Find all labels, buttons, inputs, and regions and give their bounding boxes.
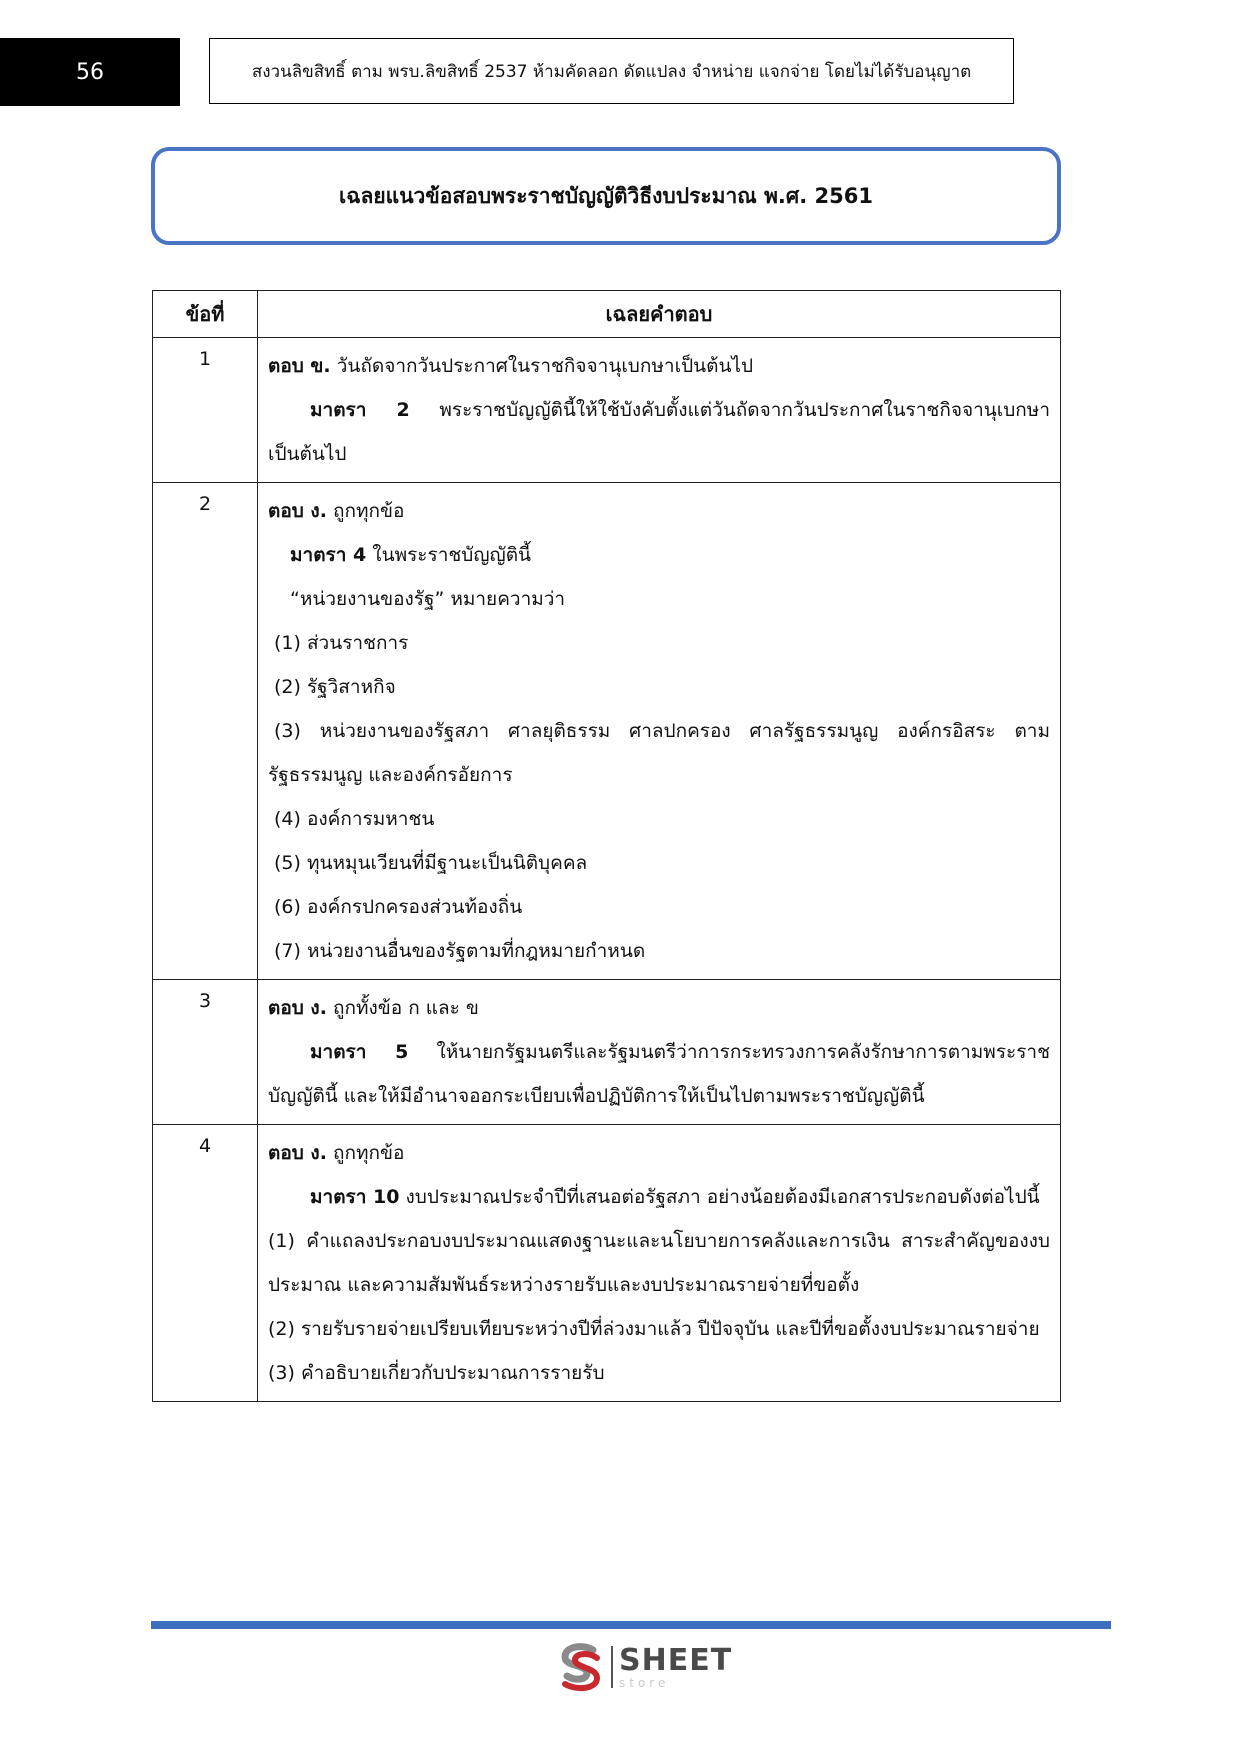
answer-text: วันถัดจากวันประกาศในราชกิจจานุเบกษาเป็นต้นไป: [336, 355, 754, 377]
answer-cell: [258, 980, 1061, 1125]
page-title: เฉลยแนวข้อสอบพระราชบัญญัติวิธีงบประมาณ พ.ศ. 2561: [151, 147, 1061, 245]
question-number: 4: [153, 1125, 258, 1402]
answer-line: [268, 986, 1050, 1030]
question-number: 1: [153, 338, 258, 483]
answer-text: ถูกทุกข้อ: [332, 500, 405, 522]
footer-bar: [151, 1621, 1111, 1629]
column-header-no: ข้อที่: [153, 291, 258, 338]
section-label: มาตรา 2: [310, 399, 410, 421]
section-text: พระราชบัญญัตินี้ให้ใช้บังคับตั้งแต่วันถัดจากวันประกาศในราชกิจจานุเบกษา เป็นต้นไป: [268, 399, 1050, 465]
section-label: มาตรา 5: [310, 1041, 409, 1063]
list-item: (2) รายรับรายจ่ายเปรียบเทียบระหว่างปีที่ล่วงมาแล้ว ปีปัจจุบัน และปีที่ขอตั้งงบประมาณรายจ่าย: [268, 1318, 1040, 1340]
table-row: [153, 1125, 1061, 1402]
section-label: มาตรา 4: [290, 544, 367, 566]
answer-cell: [258, 338, 1061, 483]
answer-label: ตอบ ง.: [268, 1142, 327, 1164]
list-item: (1) ส่วนราชการ: [274, 632, 409, 654]
list-item: (6) องค์กรปกครองส่วนท้องถิ่น: [274, 896, 523, 918]
logo-text: [619, 1642, 733, 1690]
list-item: (4) องค์การมหาชน: [274, 808, 435, 830]
logo-brand: SHEET: [619, 1642, 733, 1678]
copyright-notice: สงวนลิขสิทธิ์ ตาม พรบ.ลิขสิทธิ์ 2537 ห้ามคัดลอก ดัดแปลง จำหน่าย แจกจ่าย โดยไม่ได้รับอนุญาต: [209, 38, 1014, 104]
section-paragraph: [268, 388, 1050, 476]
list-item: (5) ทุนหมุนเวียนที่มีฐานะเป็นนิติบุคคล: [274, 852, 588, 874]
logo-separator: [611, 1646, 613, 1688]
answer-table: [152, 290, 1061, 1402]
answer-label: ตอบ ข.: [268, 355, 331, 377]
section-text: ในพระราชบัญญัตินี้: [372, 544, 532, 566]
page-number: 56: [0, 38, 180, 106]
sheet-store-s-logo-icon: [553, 1640, 607, 1694]
section-text: ให้นายกรัฐมนตรีและรัฐมนตรีว่าการกระทรวงการคลังรักษาการตามพระราชบัญญัตินี้ และให้มีอำนาจออกระเบียบเพื่อปฏิบัติการให้เป็นไปตามพระราชบัญญัตินี้: [268, 1041, 1050, 1107]
section-text: งบประมาณประจำปีที่เสนอต่อรัฐสภา อย่างน้อยต้องมีเอกสารประกอบดังต่อไปนี้: [405, 1186, 1040, 1208]
answer-label: ตอบ ง.: [268, 997, 327, 1019]
column-header-answer: เฉลยคำตอบ: [258, 291, 1061, 338]
question-number: 2: [153, 483, 258, 980]
answer-label: ตอบ ง.: [268, 500, 327, 522]
answer-text: ถูกทั้งข้อ ก และ ข: [332, 997, 479, 1019]
answer-line: [268, 344, 1050, 388]
section-paragraph: [268, 1030, 1050, 1118]
list-item: (7) หน่วยงานอื่นของรัฐตามที่กฎหมายกำหนด: [274, 940, 646, 962]
answer-cell: [258, 1125, 1061, 1402]
definition-line: “หน่วยงานของรัฐ” หมายความว่า: [290, 588, 566, 610]
list-item: (3) หน่วยงานของรัฐสภา ศาลยุติธรรม ศาลปกครอง ศาลรัฐธรรมนูญ องค์กรอิสระ ตามรัฐธรรมนูญ และองค์กรอัยการ: [268, 720, 1050, 786]
section-paragraph: [268, 1175, 1050, 1219]
answer-text: ถูกทุกข้อ: [332, 1142, 405, 1164]
answer-cell: [258, 483, 1061, 980]
sheet-store-logo: [553, 1640, 732, 1694]
list-item: (3) คำอธิบายเกี่ยวกับประมาณการรายรับ: [268, 1362, 605, 1384]
question-number: 3: [153, 980, 258, 1125]
list-item: (2) รัฐวิสาหกิจ: [274, 676, 396, 698]
table-row: [153, 980, 1061, 1125]
section-paragraph: [268, 533, 1050, 577]
answer-line: [268, 489, 1050, 533]
table-row: [153, 483, 1061, 980]
logo-brand-sub: store: [619, 1675, 670, 1690]
answer-line: [268, 1131, 1050, 1175]
section-label: มาตรา 10: [310, 1186, 400, 1208]
table-row: [153, 338, 1061, 483]
list-item: (1) คำแถลงประกอบงบประมาณแสดงฐานะและนโยบายการคลังและการเงิน สาระสำคัญของงบประมาณ และความสัมพันธ์ระหว่างรายรับและงบประมาณรายจ่ายที่ขอตั้ง: [268, 1230, 1050, 1296]
table-header-row: [153, 291, 1061, 338]
